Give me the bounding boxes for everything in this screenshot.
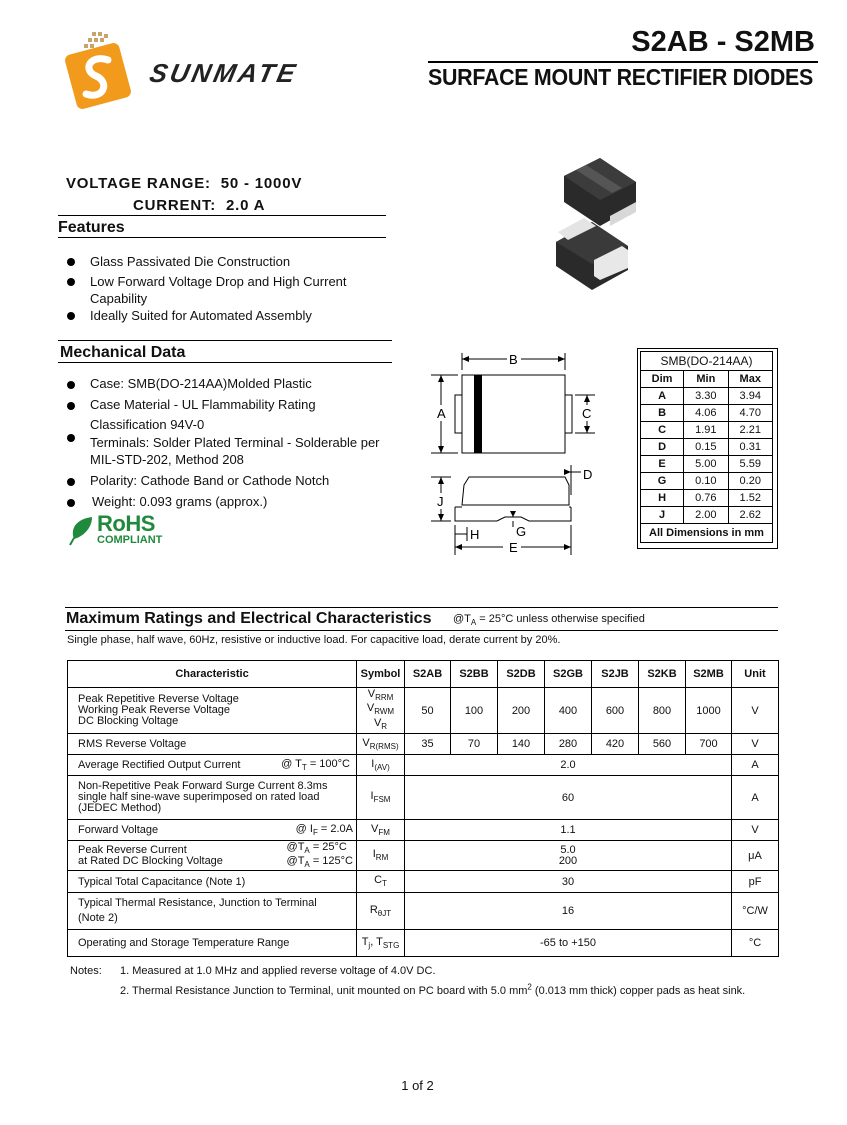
col-header: S2GB [545, 661, 592, 688]
voltage-range [66, 175, 302, 192]
table-row: Non-Repetitive Peak Forward Surge Current 8.3ms single half sine-wave superimposed on rated load (JEDEC Method) $I_{FSM}$ 60 A [68, 776, 779, 820]
notes-label: Notes: [70, 965, 102, 977]
col-header: Characteristic [68, 661, 357, 688]
list-item: Weight: 0.093 grams (approx.) [59, 492, 389, 512]
list-item: Case: SMB(DO-214AA)Molded Plastic [59, 374, 389, 394]
mechanical-bottom-rule [58, 362, 392, 363]
list-item: Glass Passivated Die Construction [59, 253, 389, 270]
dim-label-a: A [437, 406, 446, 421]
dim-label-b: B [509, 352, 518, 367]
current-label: CURRENT: [133, 197, 217, 214]
features-top-rule [58, 215, 386, 216]
table-row: G 0.10 0.20 [641, 473, 773, 490]
dim-label-j: J [437, 494, 444, 509]
table-row: RMS Reverse Voltage $V_{R(RMS)}$ 35 70 140 280 420 560 700 V [68, 734, 779, 755]
voltage-range-label: VOLTAGE RANGE: [66, 175, 211, 192]
ratings-table [67, 660, 779, 957]
brand-wordmark: SUNMATE [146, 58, 301, 88]
notes [70, 964, 745, 999]
bullet-icon [67, 381, 75, 389]
table-row: Typical Total Capacitance (Note 1) $C_T$ 30 pF [68, 871, 779, 893]
bullet-icon [67, 434, 75, 442]
list-item: Case Material - UL Flammability Rating Classification 94V-0 [59, 395, 389, 435]
voltage-range-value: 50 - 1000V [220, 175, 303, 192]
rohs-compliant: COMPLIANT [97, 534, 163, 546]
dim-label-h: H [470, 527, 480, 542]
ratings-conditions: Single phase, half wave, 60Hz, resistive or inductive load. For capacitive load, derate current by 20%. [67, 634, 561, 646]
col-header: Symbol [357, 661, 405, 688]
ratings-top-rule [65, 607, 778, 608]
table-header-row [68, 661, 779, 688]
table-row: Forward Voltage @ $I_F = 2.0A$ $V_{FM}$ 1.1 V [68, 820, 779, 841]
rohs-title: RoHS [97, 511, 155, 536]
col-header: S2JB [592, 661, 639, 688]
col-header: S2DB [498, 661, 545, 688]
dim-label-c: C [582, 406, 592, 421]
list-item: Terminals: Solder Plated Terminal - Solderable per MIL-STD-202, Method 208 [59, 434, 389, 468]
table-row: Peak Reverse Current at Rated DC Blocking Voltage $@T_A = 25^\circ C$ $@T_A = 125^\circ C$ $I_{RM}$ 5.0 200 μA [68, 841, 779, 871]
dim-label-e: E [509, 540, 518, 555]
brand-logo-icon [60, 30, 140, 116]
features-bottom-rule [58, 237, 386, 238]
table-row: H 0.76 1.52 [641, 490, 773, 507]
dim-col-header: Dim [641, 371, 684, 388]
title-divider [428, 61, 818, 63]
dim-col-header: Min [684, 371, 728, 388]
note-2: 2. Thermal Resistance Junction to Terminal, unit mounted on PC board with 5.0 $mm^2$ (0.013 mm thick) copper pads as heat sink. [120, 982, 746, 997]
table-row: B 4.06 4.70 [641, 405, 773, 422]
list-item: Ideally Suited for Automated Assembly [59, 307, 389, 324]
col-header: S2MB [686, 661, 732, 688]
table-row: D 0.15 0.31 [641, 439, 773, 456]
package-photo-icon [548, 156, 640, 292]
bullet-icon [67, 312, 75, 320]
table-row: Peak Repetitive Reverse Voltage Working Peak Reverse Voltage DC Blocking Voltage $V_{RRM}$ $V_{RWM}$ $V_R$ 50 100 200 400 600 800 1000 V [68, 688, 779, 734]
table-row: J 2.00 2.62 [641, 507, 773, 524]
ratings-heading: Maximum Ratings and Electrical Characteristics [66, 610, 432, 627]
bullet-icon [67, 258, 75, 266]
current-value: 2.0 A [226, 197, 266, 214]
bullet-icon [67, 478, 75, 486]
table-row: Average Rectified Output Current @ $T_T = 100^\circ C$ $I_{(AV)}$ 2.0 A [68, 755, 779, 776]
dim-label-d: D [583, 467, 593, 482]
col-header: S2AB [405, 661, 451, 688]
ratings-temp-note: $@T_A = 25^\circ C$ unless otherwise specified [453, 613, 645, 628]
rohs-leaf-icon [68, 515, 96, 547]
mechanical-top-rule [58, 340, 392, 341]
mechanical-heading: Mechanical Data [60, 344, 186, 361]
part-range-title: S2AB - S2MB [631, 26, 815, 58]
current-rating [133, 197, 265, 214]
mechanical-list [59, 374, 389, 512]
col-header: S2KB [639, 661, 686, 688]
document-subtitle: SURFACE MOUNT RECTIFIER DIODES [428, 64, 813, 90]
bullet-icon [67, 499, 75, 507]
dim-col-header: Max [728, 371, 772, 388]
dimension-footer: All Dimensions in mm [641, 524, 773, 543]
table-row: Typical Thermal Resistance, Junction to Terminal (Note 2) $R_{\theta JT}$ 16 °C/W [68, 893, 779, 930]
bullet-icon [67, 402, 75, 410]
page-number: 1 of 2 [401, 1078, 434, 1093]
ratings-bottom-rule [65, 630, 778, 631]
dim-label-g: G [516, 524, 527, 539]
table-row: C 1.91 2.21 [641, 422, 773, 439]
package-outline-drawing [425, 345, 595, 560]
col-header: S2BB [451, 661, 498, 688]
dimension-table [637, 348, 778, 549]
list-item: Polarity: Cathode Band or Cathode Notch [59, 471, 389, 491]
table-row: Operating and Storage Temperature Range $T_j$, $T_{STG}$ -65 to +150 °C [68, 930, 779, 957]
features-list [59, 253, 389, 324]
note-1: 1. Measured at 1.0 MHz and applied reverse voltage of 4.0V DC. [120, 965, 436, 977]
features-heading: Features [58, 219, 125, 236]
table-row: A 3.30 3.94 [641, 388, 773, 405]
table-row: E 5.00 5.59 [641, 456, 773, 473]
bullet-icon [67, 278, 75, 286]
rohs-badge [68, 513, 178, 549]
col-header: Unit [732, 661, 779, 688]
dimension-package-name: SMB(DO-214AA) [641, 352, 773, 371]
list-item: Low Forward Voltage Drop and High Current Capability [59, 273, 389, 307]
